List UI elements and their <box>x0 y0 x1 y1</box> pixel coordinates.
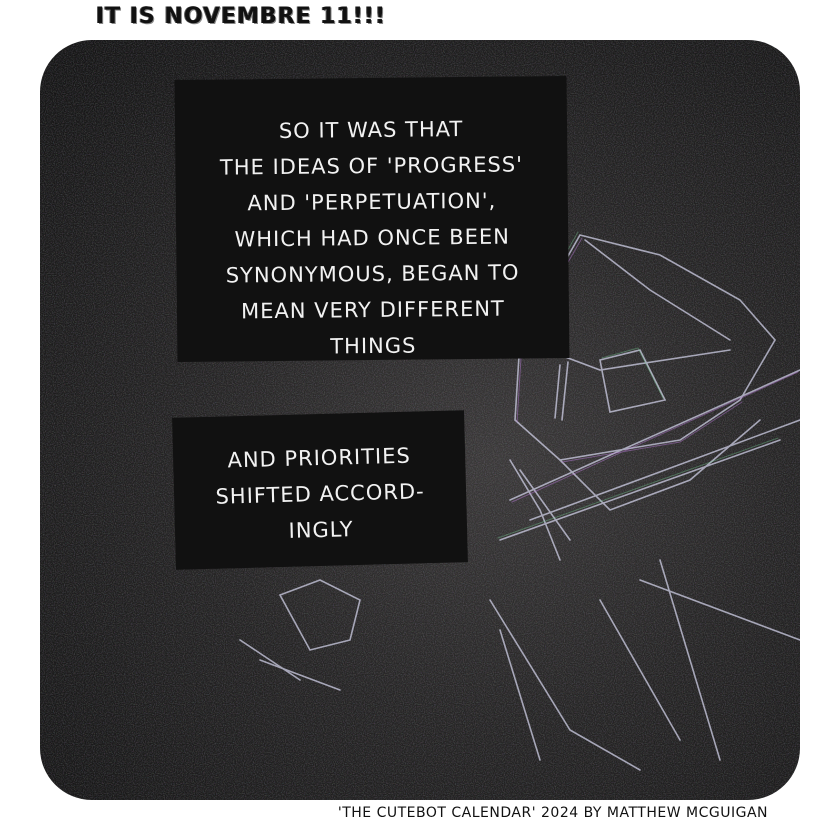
caption-line: SO IT WAS THAT <box>278 117 464 143</box>
caption-line: SYNONYMOUS, BEGAN TO <box>225 260 520 288</box>
caption-line: WHICH HAD ONCE BEEN <box>234 224 511 252</box>
caption-line: THE IDEAS OF 'PROGRESS' <box>219 152 524 180</box>
caption-line: THINGS <box>330 333 417 359</box>
comic-date-title: IT IS NOVEMBRE 11!!! <box>96 4 387 29</box>
caption-line: INGLY <box>288 517 354 543</box>
caption-line: MEAN VERY DIFFERENT <box>240 296 505 324</box>
caption-line: SHIFTED ACCORD- <box>215 479 425 509</box>
caption-line: AND 'PERPETUATION', <box>247 188 497 216</box>
caption-box-main <box>175 76 570 362</box>
caption-box-secondary <box>172 410 468 570</box>
caption-line: AND PRIORITIES <box>227 443 412 473</box>
comic-panel <box>40 40 800 800</box>
author-credit: 'THE CUTEBOT CALENDAR' 2024 BY MATTHEW MCGUIGAN <box>337 805 768 821</box>
